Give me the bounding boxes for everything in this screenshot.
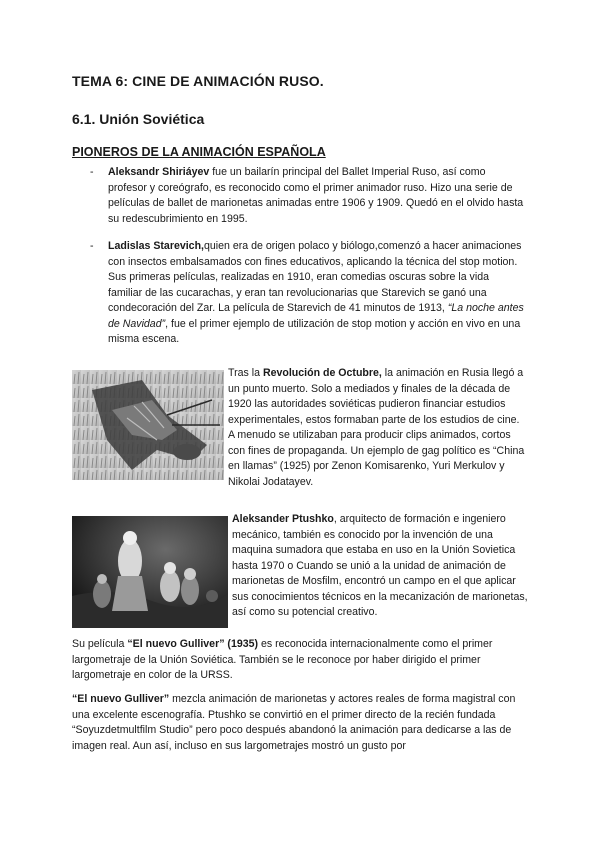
ptushko-name: Aleksander Ptushko: [232, 513, 334, 525]
starevich-film-title: “La noche antes de Navidad”: [108, 302, 524, 330]
starevich-text: quien era de origen polaco y biólogo,comenzó a hacer animaciones con insectos embalsamados con fines educativos, aplicando la técnica del stop motion. Sus primeras películas, realizadas en 1910, eran comedias oscuras sobre la vida familiar de las cucarachas, y eran tan revolucionarias que Starevich se ganó una condecoración del Zar. La película de Starevich de 41 minutos de 1913,: [108, 240, 522, 314]
gulliver-title-year: “El nuevo Gulliver” (1935): [127, 638, 259, 650]
paragraph-gulliver-mix: “El nuevo Gulliver” mezcla animación de marionetas y actores reales de forma magistral con una excelente escenografía. Ptushko se convirtió en el primer directo de la recién fundada “Soyuzdetmultfilm Studio” pero poco después abandonó la animación para dedicarse a las de imagen real. Aun así, incluso en sus largometrajes mostró un gusto por: [72, 693, 516, 752]
shiriayev-name: Aleksandr Shiriáyev: [108, 166, 210, 178]
gulliver-title: “El nuevo Gulliver”: [72, 693, 170, 705]
starevich-text-end: , fue el primer ejemplo de utilización de stop motion y acción en vivo en una misma escena.: [108, 317, 521, 345]
october-revolution-bold: Revolución de Octubre,: [262, 367, 382, 379]
shiriayev-text: fue un bailarín principal del Ballet Imperial Ruso, así como profesor y coreógrafo, es reconocido como el primer animador ruso. Hizo una serie de películas de ballet de marionetas animadas entre 1906 y 1909. Quedó en el olvido hasta su redescubrimiento en 1995.: [108, 166, 524, 225]
bullet-marker: -: [90, 240, 94, 252]
bullet-marker: -: [90, 166, 94, 178]
revolution-film-still-image: [72, 370, 224, 480]
bullet-shiriayev: [108, 165, 524, 227]
subsection-heading: PIONEROS DE LA ANIMACIÓN ESPAÑOLA: [72, 145, 326, 159]
ptushko-puppets-image: [72, 516, 228, 628]
paragraph-gulliver-1935: Su película “El nuevo Gulliver” (1935) es reconocida internacionalmente como el primer largometraje de la Unión Soviética. También se le reconoce por haber dirigido el primer largometraje en color de la URSS.: [72, 638, 493, 681]
paragraph-ptushko: Aleksander Ptushko, arquitecto de formación e ingeniero mecánico, también es conocido por la invención de una maquina sumadora que estaba en uso en la Unión Sovietica hasta 1970 o Cuando se unió a la unidad de animación de marionetas de Mosfilm, encontró un campo en el que aplicar sus conocimientos técnicos en la mecanización de marionetas, así como su potencial creativo.: [232, 513, 528, 618]
section-heading: 6.1. Unión Soviética: [72, 111, 205, 127]
document-title: TEMA 6: CINE DE ANIMACIÓN RUSO.: [72, 73, 324, 89]
paragraph-october-revolution: Tras la Revolución de Octubre, la animación en Rusia llegó a un punto muerto. Solo a mediados y finales de la década de 1920 las autoridades soviéticas pudieron financiar estudios experimentales, estos formaban parte de los estudios de cine. A menudo se utilizaban para producir clips animados, cortos con fines de propaganda. Un ejemplo de gag político es “China en llamas” (1925) por Zenon Komisarenko, Yuri Merkulov y Nikolai Jodatayev.: [228, 367, 525, 488]
bullet-starevich: [108, 239, 524, 348]
starevich-name: Ladislas Starevich,: [108, 240, 204, 252]
